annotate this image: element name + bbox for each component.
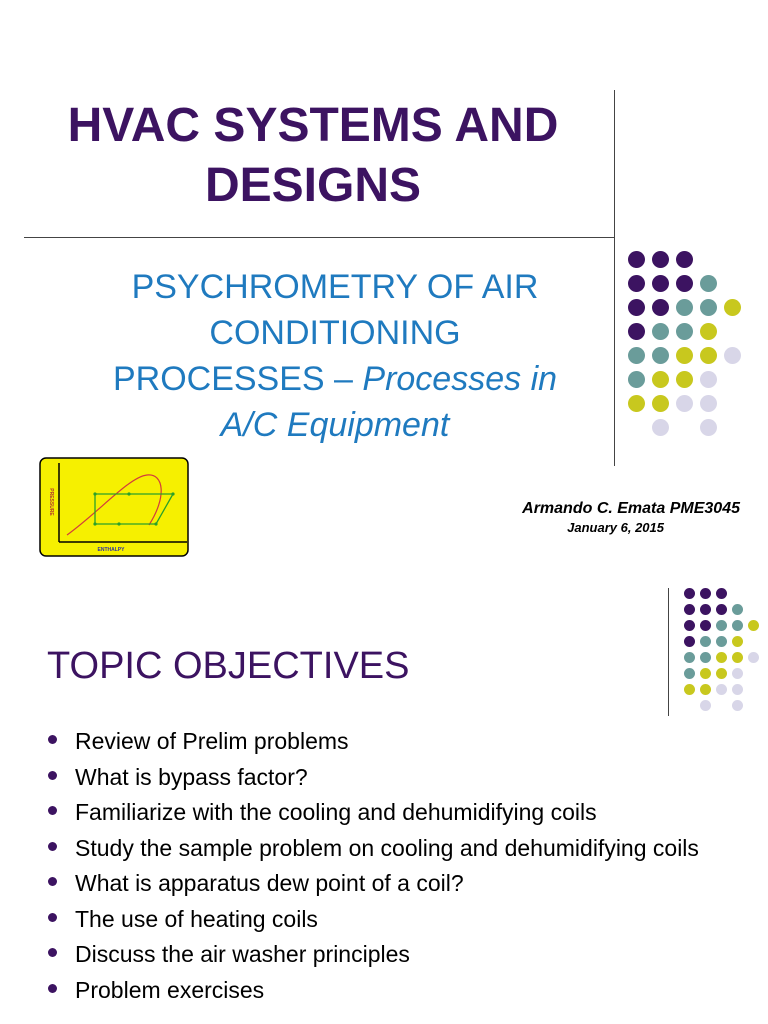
subtitle-line-4 (70, 402, 600, 448)
subtitle-line-3-italic: Processes in (362, 360, 558, 398)
decorative-dot (628, 251, 645, 268)
decorative-dot (676, 347, 693, 364)
decorative-dot (652, 275, 669, 292)
objective-text: The use of heating coils (75, 905, 318, 932)
decorative-dot (724, 299, 741, 316)
horizontal-divider (24, 237, 614, 238)
decorative-dot (732, 604, 743, 615)
objectives-list (46, 726, 746, 1010)
decorative-dot (684, 604, 695, 615)
chart-ylabel: PRESSURE (48, 488, 54, 516)
cycle-point (93, 492, 96, 495)
decorative-dot (748, 652, 759, 663)
decorative-dot (748, 620, 759, 631)
decorative-dot (684, 652, 695, 663)
objective-text: Familiarize with the cooling and dehumidifying coils (75, 799, 597, 825)
list-item (46, 726, 746, 756)
cycle-point (127, 492, 130, 495)
decorative-dot (652, 395, 669, 412)
subtitle-line-1: PSYCHROMETRY OF AIR (131, 268, 539, 306)
list-item (46, 762, 746, 792)
decorative-dot (676, 251, 693, 268)
decorative-dot (676, 371, 693, 388)
subtitle-line-3-plain: PROCESSES – (112, 360, 363, 398)
decorative-dot (652, 251, 669, 268)
decorative-dot (700, 684, 711, 695)
decorative-dot (684, 620, 695, 631)
decorative-dot (716, 684, 727, 695)
slide-subtitle (70, 264, 600, 448)
decorative-dot (700, 588, 711, 599)
topic-heading: TOPIC OBJECTIVES (47, 645, 410, 687)
bullet-icon (48, 771, 57, 780)
objective-text: What is bypass factor? (75, 763, 308, 790)
decorative-dot (652, 323, 669, 340)
subtitle-line-4-italic: A/C Equipment (220, 406, 450, 444)
chart-xlabel: ENTHALPY (97, 547, 125, 553)
decorative-dot (628, 323, 645, 340)
cycle-point (171, 492, 174, 495)
decorative-dot (684, 636, 695, 647)
decorative-dot (676, 395, 693, 412)
decorative-dot (652, 299, 669, 316)
bullet-icon (48, 806, 57, 815)
decorative-dot (716, 604, 727, 615)
decorative-dot (700, 652, 711, 663)
decorative-dot (732, 636, 743, 647)
subtitle-line-2: CONDITIONING (209, 314, 461, 352)
decorative-dot (732, 620, 743, 631)
decorative-dot (652, 419, 669, 436)
vertical-divider-2 (668, 588, 669, 716)
bullet-icon (48, 735, 57, 744)
list-item (46, 975, 746, 1005)
decorative-dot (700, 275, 717, 292)
subtitle-line-3 (70, 356, 600, 402)
decorative-dot (700, 323, 717, 340)
bullet-icon (48, 842, 57, 851)
decorative-dot (700, 371, 717, 388)
list-item (46, 868, 746, 898)
decorative-dot (700, 620, 711, 631)
decorative-dot (716, 668, 727, 679)
pressure-enthalpy-diagram (39, 457, 189, 557)
decorative-dot (676, 275, 693, 292)
decorative-dot (684, 588, 695, 599)
title-line-2: DESIGNS (204, 159, 422, 212)
list-item (46, 904, 746, 934)
objective-text: Problem exercises (75, 976, 265, 1003)
decorative-dot (716, 620, 727, 631)
decorative-dot (732, 652, 743, 663)
objective-text: Discuss the air washer principles (75, 941, 410, 967)
decorative-dot (716, 652, 727, 663)
decorative-dot (716, 636, 727, 647)
decorative-dot (628, 371, 645, 388)
decorative-dot (700, 700, 711, 711)
cycle-point (93, 522, 96, 525)
decorative-dot (652, 347, 669, 364)
list-item (46, 797, 746, 827)
author-block (522, 499, 740, 537)
decorative-dot (700, 604, 711, 615)
objective-text: Study the sample problem on cooling and dehumidifying coils (75, 834, 699, 861)
decorative-dot (732, 668, 743, 679)
decorative-dot (724, 347, 741, 364)
objective-text: Review of Prelim problems (75, 728, 349, 754)
decorative-dot (684, 684, 695, 695)
list-item (46, 939, 746, 969)
presentation-date: January 6, 2015 (567, 520, 664, 535)
cycle-point (154, 522, 157, 525)
decorative-dot (700, 668, 711, 679)
vertical-divider (614, 90, 615, 466)
decorative-dot (700, 299, 717, 316)
decorative-dot (700, 347, 717, 364)
decorative-dot (732, 700, 743, 711)
bullet-icon (48, 948, 57, 957)
author-name: Armando C. Emata PME3045 (522, 500, 740, 517)
objective-text: What is apparatus dew point of a coil? (75, 870, 464, 896)
decorative-dot (700, 395, 717, 412)
decorative-dot (628, 347, 645, 364)
decorative-dot (676, 299, 693, 316)
title-line-1: HVAC SYSTEMS AND (67, 99, 559, 152)
bullet-icon (48, 913, 57, 922)
list-item (46, 833, 746, 863)
decorative-dot (676, 323, 693, 340)
slide-title (28, 96, 598, 216)
cycle-point (117, 522, 120, 525)
decorative-dot (684, 668, 695, 679)
decorative-dot (628, 395, 645, 412)
bullet-icon (48, 877, 57, 886)
bullet-icon (48, 984, 57, 993)
decorative-dot (700, 636, 711, 647)
decorative-dot (732, 684, 743, 695)
decorative-dot (700, 419, 717, 436)
decorative-dot (628, 275, 645, 292)
decorative-dot (652, 371, 669, 388)
decorative-dot (628, 299, 645, 316)
decorative-dot (716, 588, 727, 599)
